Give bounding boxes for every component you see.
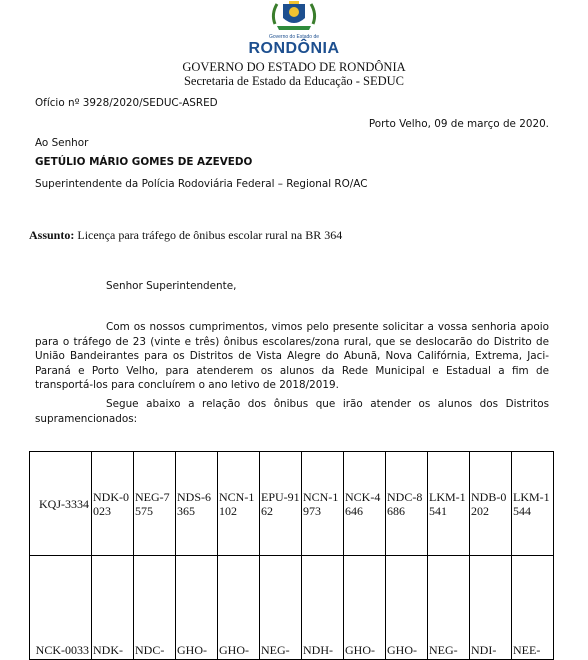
logo-text: RONDÔNIA	[248, 40, 340, 57]
logo-subtitle: Governo do Estado de	[268, 34, 320, 40]
table-cell: NDK-	[92, 556, 134, 660]
header-title: GOVERNO DO ESTADO DE RONDÔNIA	[182, 60, 406, 74]
subject-label: Assunto:	[29, 228, 75, 242]
subject-text: Licença para tráfego de ônibus escolar rural na BR 364	[74, 228, 343, 242]
table-cell: NEE-	[512, 556, 554, 660]
table-cell: NCN-1102	[218, 452, 260, 556]
salutation-to: Ao Senhor	[35, 137, 89, 149]
table-cell: NEG-7575	[134, 452, 176, 556]
oficio-number: Ofício nº 3928/2020/SEDUC-ASRED	[35, 97, 218, 109]
table-cell: GHO-	[344, 556, 386, 660]
subject-line	[29, 228, 342, 243]
coat-of-arms-emblem	[269, 0, 319, 32]
table-cell: GHO-	[176, 556, 218, 660]
table-row	[30, 452, 554, 556]
table-cell: KQJ-3334	[30, 452, 92, 556]
table-cell: EPU-9162	[260, 452, 302, 556]
bus-plates-table	[29, 451, 554, 660]
table-cell: LKM-1544	[512, 452, 554, 556]
table-cell: NCK-4646	[344, 452, 386, 556]
letter-date: Porto Velho, 09 de março de 2020.	[368, 118, 549, 130]
table-cell: NEG-	[428, 556, 470, 660]
body-paragraph-2: Segue abaixo a relação dos ônibus que irão atender os alunos dos Distritos supramencionados:	[35, 398, 549, 425]
header-subtitle: Secretaria de Estado da Educação - SEDUC	[183, 74, 405, 88]
table-cell: NEG-	[260, 556, 302, 660]
table-cell: NDC-8686	[386, 452, 428, 556]
table-cell: NDH-	[302, 556, 344, 660]
table-cell: NCK-0033	[30, 556, 92, 660]
recipient-name: GETÚLIO MÁRIO GOMES DE AZEVEDO	[35, 156, 253, 168]
table-row	[30, 556, 554, 660]
table-cell: NDC-	[134, 556, 176, 660]
table-cell: GHO-	[386, 556, 428, 660]
table-cell: NDI-	[470, 556, 512, 660]
table-cell: LKM-1541	[428, 452, 470, 556]
greeting: Senhor Superintendente,	[106, 280, 237, 292]
table-cell: NDS-6365	[176, 452, 218, 556]
recipient-role: Superintendente da Polícia Rodoviária Federal – Regional RO/AC	[35, 178, 368, 190]
table-cell: NDK-0023	[92, 452, 134, 556]
body-paragraph-1: Com os nossos cumprimentos, vimos pelo presente solicitar a vossa senhoria apoio para o tráfego de 23 (vinte e três) ônibus escolares/zona rural, que se deslocarão do Distrito de União Bandeirantes para os Distritos de Vista Alegre do Abunã, Nova Califórnia, Extrema, Jaci-Paraná e Porto Velho, para atenderem os alunos da Rede Municipal e Estadual a fim de transportá-los para concluírem o ano letivo de 2018/2019.	[35, 321, 549, 392]
table-cell: NDB-0202	[470, 452, 512, 556]
table-cell: GHO-	[218, 556, 260, 660]
table-cell: NCN-1973	[302, 452, 344, 556]
